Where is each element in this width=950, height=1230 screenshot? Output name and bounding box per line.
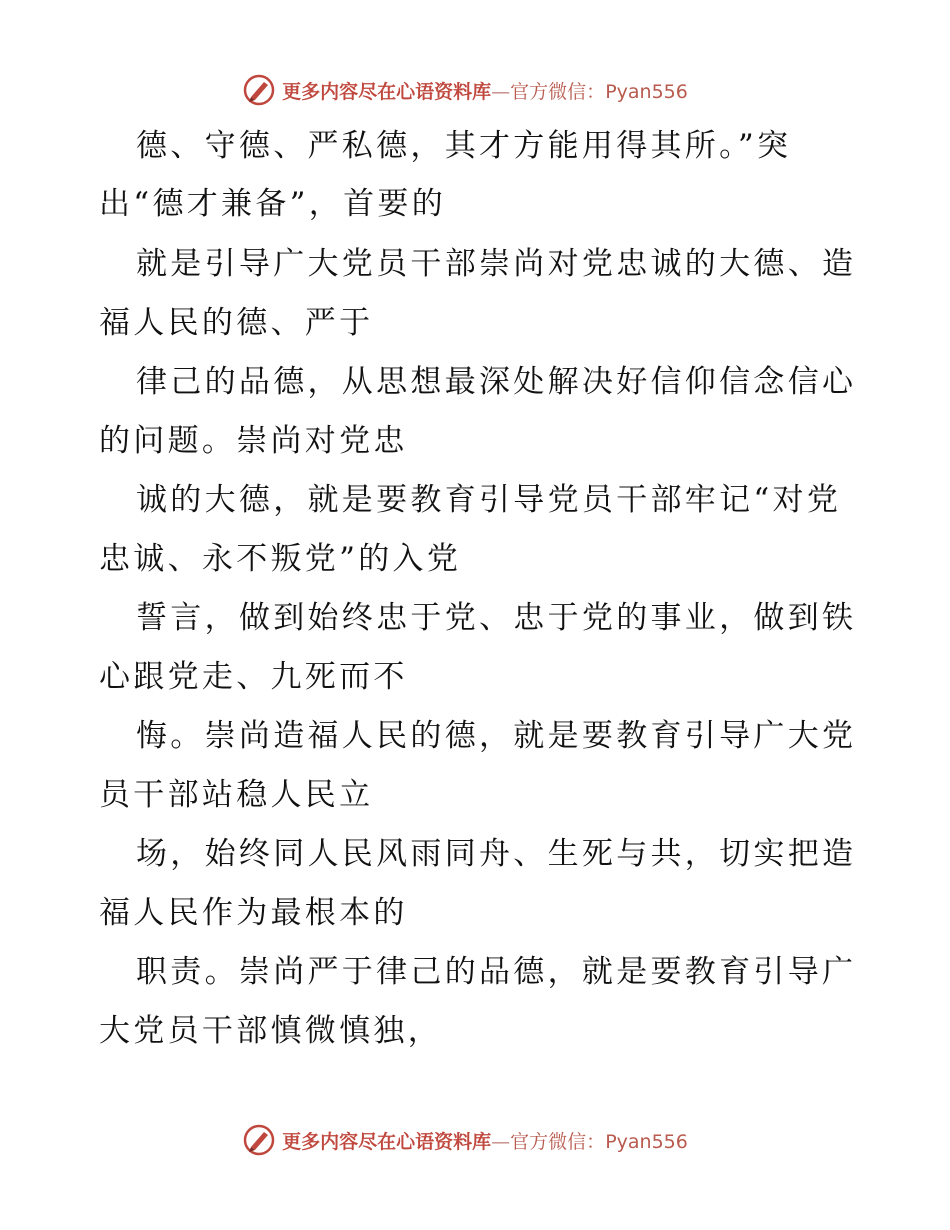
body-line: 悔。崇尚造福人民的德，就是要教育引导广大党 — [136, 718, 857, 754]
pen-logo-icon — [242, 1123, 276, 1157]
body-line: 的问题。崇尚对党忠 — [99, 423, 408, 459]
header-banner-content — [242, 73, 688, 107]
body-line: 忠诚、永不叛党”的入党 — [99, 541, 462, 577]
body-line: 就是引导广大党员干部崇尚对党忠诚的大德、造 — [136, 246, 857, 282]
header-wechat-id: Pyan556 — [605, 80, 688, 103]
body-line: 福人民的德、严于 — [99, 305, 374, 341]
body-line: 德、守德、严私德，其才方能用得其所。”突 — [136, 128, 792, 164]
body-line: 出“德才兼备”，首要的 — [99, 186, 446, 222]
header-separator: — — [491, 80, 511, 103]
header-site-name: 更多内容尽在心语资料库 — [282, 80, 492, 103]
body-line: 福人民作为最根本的 — [99, 895, 408, 931]
body-line: 律己的品德，从思想最深处解决好信仰信念信心 — [136, 364, 857, 400]
footer-banner-content — [242, 1123, 688, 1157]
body-line: 场，始终同人民风雨同舟、生死与共，切实把造 — [136, 836, 857, 872]
footer-banner — [0, 1120, 950, 1160]
body-line: 诚的大德，就是要教育引导党员干部牢记“对党 — [136, 482, 842, 518]
body-line: 职责。崇尚严于律己的品德，就是要教育引导广 — [136, 954, 857, 990]
footer-banner-text — [282, 1127, 688, 1154]
header-banner — [0, 70, 950, 110]
pen-logo-icon — [242, 73, 276, 107]
header-wechat-label: 官方微信： — [510, 80, 606, 103]
footer-site-name: 更多内容尽在心语资料库 — [282, 1130, 492, 1153]
header-banner-text — [282, 77, 688, 104]
footer-wechat-label: 官方微信： — [510, 1130, 606, 1153]
body-line: 誓言，做到始终忠于党、忠于党的事业，做到铁 — [136, 600, 857, 636]
footer-wechat-id: Pyan556 — [605, 1130, 688, 1153]
footer-separator: — — [491, 1130, 511, 1153]
body-line: 心跟党走、九死而不 — [99, 659, 408, 695]
body-line: 大党员干部慎微慎独， — [99, 1013, 442, 1049]
body-line: 员干部站稳人民立 — [99, 777, 374, 813]
